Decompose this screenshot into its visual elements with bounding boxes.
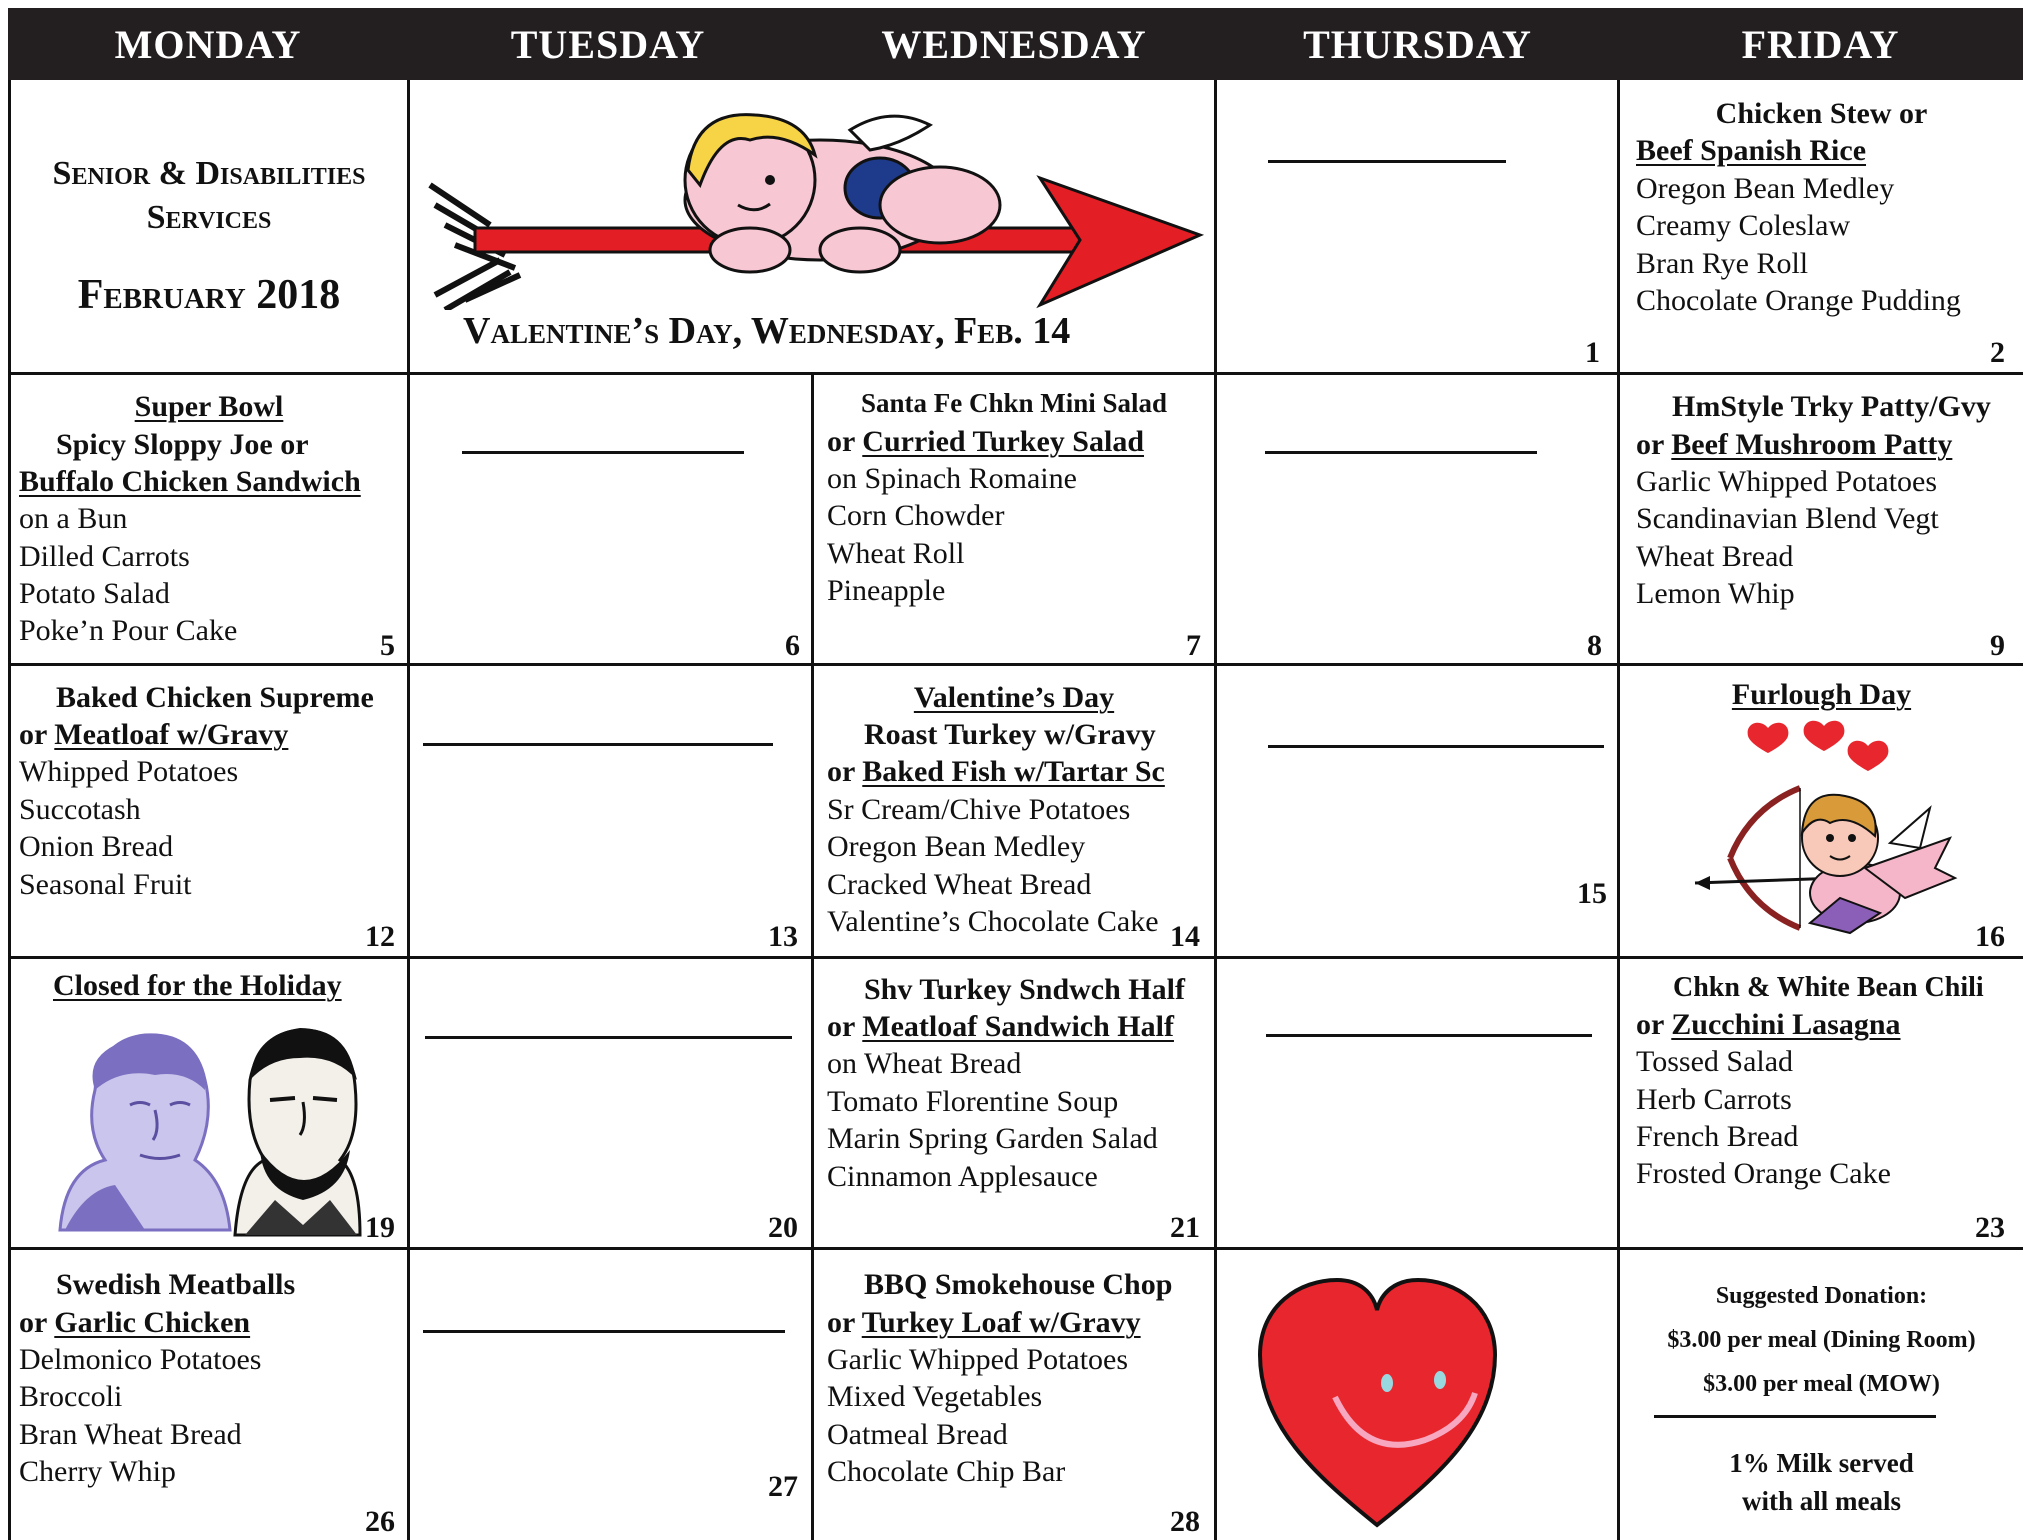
header-thursday: THURSDAY <box>1303 21 1532 67</box>
or-prefix: or <box>827 425 863 458</box>
menu-alternate: Curried Turkey Salad <box>862 425 1145 458</box>
menu-alternate: Meatloaf w/Gravy <box>54 718 289 751</box>
menu-item: Broccoli <box>19 1380 123 1413</box>
menu-alternate-line <box>19 716 288 754</box>
calendar-title <box>10 152 408 320</box>
day-header: Furlough Day <box>1731 678 1912 711</box>
menu-item: Creamy Coleslaw <box>1636 209 1851 242</box>
org-name-line2: Services <box>146 199 272 236</box>
header-monday: MONDAY <box>114 21 302 67</box>
day-number: 7 <box>1186 629 1201 662</box>
valentine-banner: Valentine’s Day, Wednesday, Feb. 14 <box>463 310 1071 352</box>
menu-item: Pineapple <box>827 574 946 607</box>
blank-line <box>425 1036 792 1039</box>
menu-item: Whipped Potatoes <box>19 755 239 788</box>
blank-line <box>1268 160 1506 163</box>
day-number: 13 <box>768 920 798 953</box>
menu-alternate-line <box>827 1008 1174 1046</box>
or-prefix: or <box>1636 1008 1672 1041</box>
day-number: 8 <box>1587 629 1602 662</box>
grid-line <box>1214 80 1217 1540</box>
day-number: 23 <box>1975 1211 2005 1244</box>
menu-alternate: Baked Fish w/Tartar Sc <box>862 755 1165 788</box>
donation-heading: Suggested Donation: <box>1715 1283 1928 1309</box>
menu-alternate-line <box>827 423 1144 461</box>
day-number: 2 <box>1990 336 2005 369</box>
menu-item: Oregon Bean Medley <box>827 830 1086 863</box>
grid-line <box>8 663 2023 666</box>
menu-item: Marin Spring Garden Salad <box>827 1122 1158 1155</box>
menu-alternate-line <box>827 1304 1141 1342</box>
menu-main: HmStyle Trky Patty/Gvy <box>1672 390 1991 423</box>
donation-info <box>1620 1281 2023 1399</box>
blank-line <box>423 1330 785 1333</box>
or-prefix: or <box>827 1010 863 1043</box>
or-prefix: or <box>827 1306 862 1339</box>
menu-item: Succotash <box>19 793 141 826</box>
smiley-heart-illustration <box>1255 1275 1500 1530</box>
menu-item: Garlic Whipped Potatoes <box>1636 465 1938 498</box>
or-prefix: or <box>19 718 55 751</box>
menu-item: Lemon Whip <box>1636 577 1795 610</box>
day-number: 26 <box>365 1505 395 1538</box>
menu-item: Oatmeal Bread <box>827 1418 1008 1451</box>
blank-line <box>1266 1034 1592 1037</box>
day-number: 28 <box>1170 1505 1200 1538</box>
grid-line <box>8 372 2023 375</box>
menu-main: Santa Fe Chkn Mini Salad <box>860 388 1168 418</box>
month-title: February 2018 <box>77 272 341 318</box>
menu-item: on Spinach Romaine <box>827 462 1077 495</box>
menu-item: Wheat Roll <box>827 537 965 570</box>
donation-mow: $3.00 per meal (MOW) <box>1703 1371 1940 1397</box>
menu-item: Potato Salad <box>19 577 170 610</box>
menu-item: Scandinavian Blend Vegt <box>1636 502 1939 535</box>
or-prefix: or <box>827 755 863 788</box>
menu-alternate: Beef Spanish Rice <box>1636 134 1867 167</box>
day-header: Super Bowl <box>134 390 284 423</box>
milk-note <box>1620 1444 2023 1520</box>
menu-alternate: Buffalo Chicken Sandwich <box>19 465 361 498</box>
day-number: 19 <box>365 1211 395 1244</box>
menu-item: Poke’n Pour Cake <box>19 614 238 647</box>
menu-item: Delmonico Potatoes <box>19 1343 262 1376</box>
menu-alternate: Beef Mushroom Patty <box>1671 428 1953 461</box>
day-header: Closed for the Holiday <box>53 969 342 1002</box>
day-number: 15 <box>1577 877 1607 910</box>
menu-item: Wheat Bread <box>1636 540 1794 573</box>
day-number: 27 <box>768 1470 798 1503</box>
milk-note-line2: with all meals <box>1742 1486 1901 1516</box>
divider-line <box>1654 1415 1936 1418</box>
day-number: 21 <box>1170 1211 1200 1244</box>
menu-main: Swedish Meatballs <box>56 1268 296 1301</box>
cupid-bow-illustration <box>1690 718 1960 940</box>
blank-line <box>423 743 773 746</box>
day-number: 16 <box>1975 920 2005 953</box>
menu-item: Chocolate Orange Pudding <box>1636 284 1961 317</box>
day-header: Valentine’s Day <box>913 681 1115 714</box>
menu-alternate-line <box>827 753 1165 791</box>
menu-item: Tossed Salad <box>1636 1045 1794 1078</box>
menu-item: Garlic Whipped Potatoes <box>827 1343 1129 1376</box>
menu-alternate-line <box>1636 426 1952 464</box>
grid-line <box>8 1247 2023 1250</box>
day-number: 1 <box>1585 336 1600 369</box>
menu-main: BBQ Smokehouse Chop <box>864 1268 1173 1301</box>
menu-item: Cinnamon Applesauce <box>827 1160 1098 1193</box>
menu-alternate: Turkey Loaf w/Gravy <box>861 1306 1141 1339</box>
day-number: 9 <box>1990 629 2005 662</box>
menu-alternate: Zucchini Lasagna <box>1671 1008 1901 1041</box>
or-prefix: or <box>19 1306 55 1339</box>
org-name-line1: Senior & Disabilities <box>52 155 366 192</box>
day-number: 14 <box>1170 920 1200 953</box>
menu-alternate: Garlic Chicken <box>54 1306 251 1339</box>
day-number: 12 <box>365 920 395 953</box>
menu-main: Roast Turkey w/Gravy <box>864 718 1156 751</box>
menu-item: Cherry Whip <box>19 1455 176 1488</box>
menu-item: Corn Chowder <box>827 499 1005 532</box>
blank-line <box>462 451 744 454</box>
menu-item: on Wheat Bread <box>827 1047 1022 1080</box>
menu-item: Dilled Carrots <box>19 540 190 573</box>
menu-item: Valentine’s Chocolate Cake <box>827 905 1159 938</box>
menu-main: Spicy Sloppy Joe or <box>56 428 309 461</box>
menu-item: Cracked Wheat Bread <box>827 868 1092 901</box>
menu-item: Tomato Florentine Soup <box>827 1085 1119 1118</box>
menu-item: French Bread <box>1636 1120 1799 1153</box>
menu-item: Sr Cream/Chive Potatoes <box>827 793 1131 826</box>
day-number: 5 <box>380 629 395 662</box>
day-number: 20 <box>768 1211 798 1244</box>
menu-main: Shv Turkey Sndwch Half <box>864 973 1185 1006</box>
presidents-portraits-illustration <box>45 1010 365 1240</box>
blank-line <box>1265 451 1537 454</box>
milk-note-line1: 1% Milk served <box>1729 1448 1914 1478</box>
menu-alternate-line <box>19 1304 250 1342</box>
day-number: 6 <box>785 629 800 662</box>
menu-item: Onion Bread <box>19 830 174 863</box>
blank-line <box>1268 745 1604 748</box>
menu-item: Seasonal Fruit <box>19 868 192 901</box>
menu-main: Chicken Stew or <box>1715 97 1928 130</box>
menu-main: Baked Chicken Supreme <box>56 681 374 714</box>
menu-item: Mixed Vegetables <box>827 1380 1043 1413</box>
header-tuesday: TUESDAY <box>510 21 706 67</box>
menu-item: Herb Carrots <box>1636 1083 1792 1116</box>
menu-item: on a Bun <box>19 502 128 535</box>
menu-alternate: Meatloaf Sandwich Half <box>862 1010 1174 1043</box>
menu-item: Frosted Orange Cake <box>1636 1157 1891 1190</box>
menu-item: Bran Wheat Bread <box>19 1418 242 1451</box>
menu-item: Bran Rye Roll <box>1636 247 1809 280</box>
menu-item: Oregon Bean Medley <box>1636 172 1895 205</box>
or-prefix: or <box>1636 428 1672 461</box>
header-wednesday: WEDNESDAY <box>881 21 1147 67</box>
grid-line <box>8 956 2023 959</box>
menu-item: Chocolate Chip Bar <box>827 1455 1066 1488</box>
grid-line <box>811 372 814 1540</box>
menu-main: Chkn & White Bean Chili <box>1673 972 1984 1003</box>
menu-alternate-line <box>1636 1006 1901 1044</box>
cupid-arrow-illustration <box>420 100 1210 310</box>
grid-line <box>407 372 410 1540</box>
donation-dining-room: $3.00 per meal (Dining Room) <box>1667 1327 1976 1353</box>
header-friday: FRIDAY <box>1741 21 1900 67</box>
